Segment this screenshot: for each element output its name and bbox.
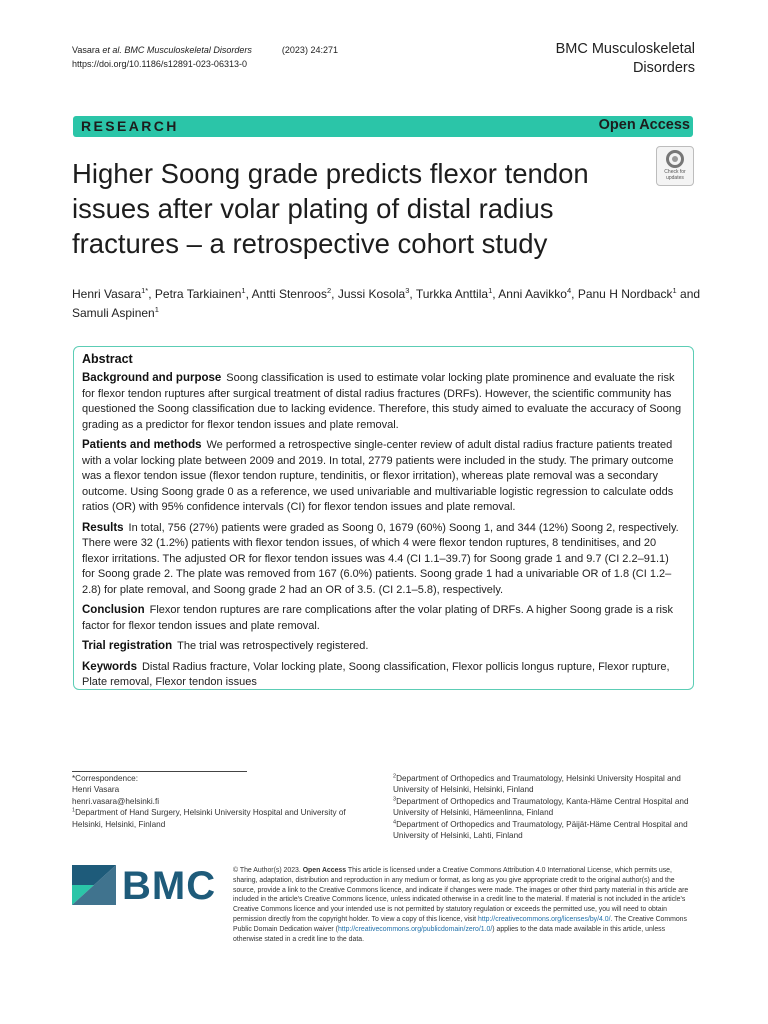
abstract-section-label: Conclusion <box>82 604 145 616</box>
author-separator: and <box>676 287 701 301</box>
abstract-sections <box>82 371 684 691</box>
check-for-updates-text: Check for updates <box>664 169 686 181</box>
author-separator: , <box>245 287 252 301</box>
footnote-text: Department of Orthopedics and Traumatology, Helsinki University Hospital and University of Helsinki, Helsinki, Finland <box>393 774 681 795</box>
footnote-marker: 1 <box>72 807 76 814</box>
abstract-heading: Abstract <box>82 352 133 366</box>
bmc-logo-mark-icon <box>72 865 116 905</box>
crossmark-icon <box>666 150 684 168</box>
author-name[interactable]: Panu H Nordback <box>577 287 673 301</box>
running-header <box>72 43 338 71</box>
abstract-section <box>82 371 684 433</box>
footnote <box>72 796 372 807</box>
journal-name-line2: Disorders <box>632 60 695 76</box>
bmc-logo-text: BMC <box>122 864 217 908</box>
footnotes-left <box>72 773 372 830</box>
citation-line <box>72 43 338 57</box>
license-link-cc-by[interactable]: http://creativecommons.org/licenses/by/4.0/ <box>477 915 611 923</box>
article-type-bar <box>73 116 693 137</box>
footnote-text: Department of Orthopedics and Traumatology, Päijät-Häme Central Hospital and University of Helsinki, Lahti, Finland <box>393 819 688 841</box>
journal-name-line1: BMC Musculoskeletal <box>555 41 695 57</box>
abstract-section-text: Flexor tendon ruptures are rare complications after the volar plating of DRFs. A higher Soong grade is a risk factor for flexor tendon issues and plate removal. <box>82 604 674 632</box>
author-separator: , <box>331 287 338 301</box>
author-separator: , <box>492 287 499 301</box>
footnote-text: Henri Vasara <box>72 785 120 795</box>
author-affiliation-marker: 1 <box>241 286 246 295</box>
license-text-1: This article is licensed under a Creative Commons Attribution 4.0 International License, which permits use, sharing, adaptation, distribution and reproduction in any medium or format, as long as you give appropriate credit to the original author(s) and the source, provide a link to the Creative Commons licence, and indicate if changes were made. The images or other third party material in this article are included in the article's Creative Commons licence, unless indicated otherwise in a credit line to the material. If material is not included in the article's Creative Commons licence and your intended use is not permitted by statutory regulation or exceeds the permitted use, you will need to obtain permission directly from the copyright holder. To view a copy of this licence, visit <box>233 867 689 923</box>
author-name[interactable]: Turkka Anttila <box>415 287 489 301</box>
abstract-section-text: We performed a retrospective single-center review of adult distal radius fracture patients treated with a volar locking plate between 2009 and 2019. In total, 2779 patients were included in the study. The primary outcome was a flexor tendon issue (flexor tendon rupture, tendinitis, or flexor irritation), whereas plate removal was a secondary outcome. Using Soong grade 0 as a reference, we used univariable and multivariable logistic regression to calculate odds ratios (OR) with 95% confidence intervals (CI) for flexor tendon issues and plate removal. <box>82 439 674 513</box>
footnote-text: henri.vasara@helsinki.fi <box>72 796 160 806</box>
abstract-section-text: Distal Radius fracture, Volar locking plate, Soong classification, Flexor pollicis longus rupture, Flexor rupture, Plate removal, Flexor tendon issues <box>82 660 670 688</box>
footnote <box>72 784 372 795</box>
footnote-text: *Correspondence: <box>72 774 138 783</box>
header-journal: et al. BMC Musculoskeletal Disorders <box>102 45 252 55</box>
author-separator: , <box>409 287 416 301</box>
author-name[interactable]: Samuli Aspinen <box>72 306 155 320</box>
footnote-marker: 3 <box>393 796 397 803</box>
abstract-section <box>82 660 684 691</box>
article-title: Higher Soong grade predicts flexor tendon issues after volar plating of distal radius fractures – a retrospective cohort study <box>72 158 589 259</box>
author-separator: , <box>148 287 155 301</box>
license-text-3: ) applies to the data made available in this article, unless otherwise stated in a credit line to the data. <box>233 925 666 943</box>
abstract-section-label: Background and purpose <box>82 372 222 384</box>
author-separator: , <box>571 287 578 301</box>
footnote-marker: 4 <box>393 818 397 825</box>
abstract-section-text: Soong classification is used to estimate volar locking plate prominence and evaluate the risk for flexor tendon ruptures after surgical treatment of distal radius fractures (DRFs). However, the scientific community has questioned the Soong classification due to lacking evidence. Therefore, this study aimed to evaluate the accuracy of Soong grading as a predictor for flexor tendon issues and plate removal. <box>82 372 682 431</box>
abstract-section <box>82 521 684 599</box>
abstract-section <box>82 639 684 655</box>
header-year-volume: (2023) 24:271 <box>281 45 338 55</box>
footnote <box>393 796 693 819</box>
author-affiliation-marker: 1 <box>154 305 159 314</box>
footnote-text: Department of Hand Surgery, Helsinki University Hospital and University of Helsinki, Helsinki, Finland <box>72 808 346 829</box>
author-affiliation-marker: 3 <box>405 286 410 295</box>
check-for-updates-button[interactable] <box>656 146 694 186</box>
abstract-section-label: Results <box>82 521 124 534</box>
author-name[interactable]: Henri Vasara <box>72 287 142 301</box>
footnote <box>72 773 372 784</box>
author-name[interactable]: Antti Stenroos <box>251 287 327 301</box>
author-affiliation-marker: 2 <box>326 286 332 295</box>
footnotes-right <box>393 773 693 841</box>
author-affiliation-marker: 1 <box>672 286 677 295</box>
header-authors: Vasara <box>72 45 103 55</box>
author-affiliation-marker: 4 <box>566 286 572 295</box>
license-copyright: © The Author(s) 2023. <box>233 867 303 874</box>
author-affiliation-marker: 1 <box>488 286 493 295</box>
journal-name <box>556 40 695 78</box>
author-name[interactable]: Jussi Kosola <box>337 287 406 301</box>
open-access-label[interactable]: Open Access <box>598 117 690 133</box>
abstract-section <box>82 603 684 634</box>
abstract-section-label: Trial registration <box>82 640 173 652</box>
author-name[interactable]: Petra Tarkiainen <box>154 287 242 301</box>
footnote <box>393 773 693 796</box>
footnote <box>72 807 372 830</box>
abstract-box <box>73 346 694 690</box>
license-text-2: . The Creative Commons Public Domain Dedication waiver ( <box>233 915 687 933</box>
bmc-logo[interactable] <box>72 865 217 907</box>
author-list <box>72 285 702 323</box>
abstract-section-text: In total, 756 (27%) patients were graded as Soong 0, 1679 (60%) Soong 1, and 344 (12%) Soong 2, respectively. There were 32 (1.2%) patients with flexor tendon issues, of which 4 were flexor tendon ruptures, 8 tendinitises, and 20 flexor irritations. The adjusted OR for flexor tendon issues was 4.4 (CI 1.1–39.7) for Soong grade 1 and 9.7 (CI 2.2–91.1) for Soong grade 2. The plate was removed from 167 (6.0%) patients. Soong grade 1 had a univariable OR of 1.8 (CI 1.2–2.8) for plate removal, and Soong grade 2 had an OR of 3.5. (CI 2.1–5.8), respectively. <box>82 521 679 596</box>
abstract-section-label: Patients and methods <box>82 439 202 451</box>
article-type-label: RESEARCH <box>81 118 179 134</box>
footnote-marker: 2 <box>393 773 397 780</box>
abstract-section-text: The trial was retrospectively registered. <box>177 640 369 652</box>
author-affiliation-marker: 1* <box>141 286 149 295</box>
footnote-divider <box>72 771 247 772</box>
abstract-section-label: Keywords <box>82 660 137 673</box>
author-name[interactable]: Anni Aavikko <box>498 287 567 301</box>
abstract-section <box>82 438 684 516</box>
license-statement <box>233 866 695 944</box>
footnote <box>393 819 693 842</box>
doi-link[interactable]: https://doi.org/10.1186/s12891-023-06313-0 <box>72 59 247 69</box>
footnote-text: Department of Orthopedics and Traumatology, Kanta-Häme Central Hospital and University of Helsinki, Hämeenlinna, Finland <box>393 796 689 818</box>
license-open-access: Open Access <box>302 867 347 874</box>
license-link-cc-zero[interactable]: http://creativecommons.org/publicdomain/zero/1.0/ <box>337 925 493 933</box>
